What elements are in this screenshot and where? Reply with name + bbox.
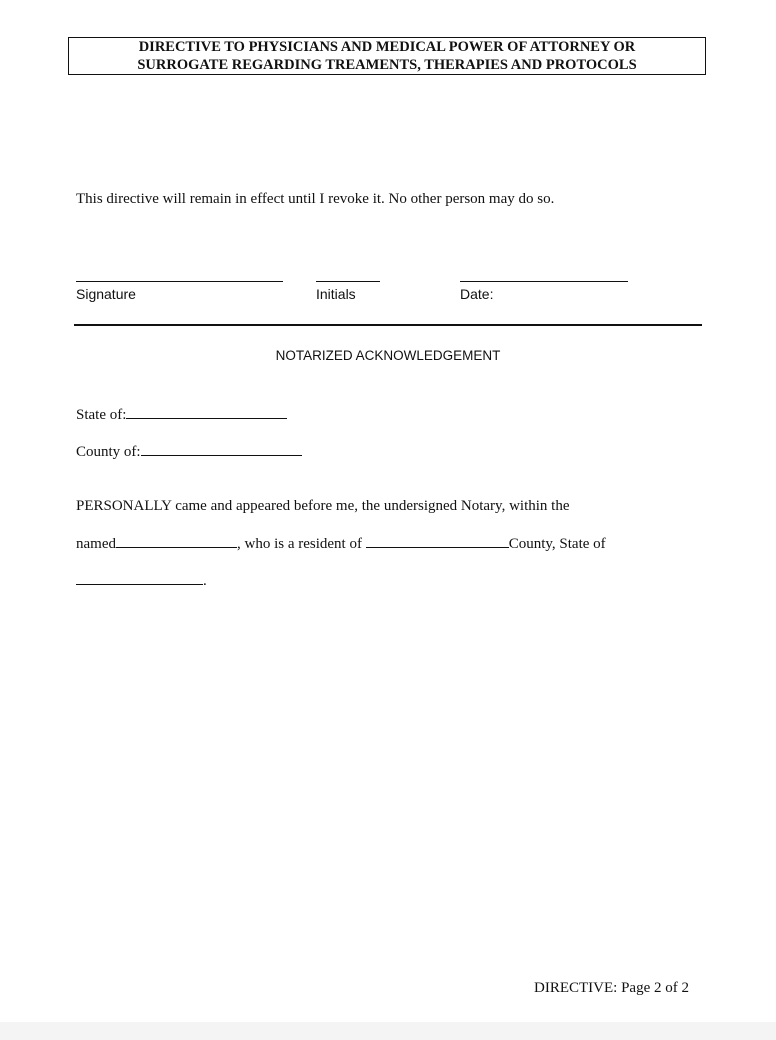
state-blank[interactable] xyxy=(126,406,287,419)
document-title-box xyxy=(68,37,706,75)
signature-label: Signature xyxy=(76,286,136,302)
date-line[interactable] xyxy=(460,281,628,282)
county-blank[interactable] xyxy=(141,443,302,456)
county-state-text: County, State of xyxy=(508,536,606,552)
initials-line[interactable] xyxy=(316,281,380,282)
page-footer: DIRECTIVE: Page 2 of 2 xyxy=(534,980,689,996)
end-period: . xyxy=(203,573,207,589)
title-line-1: DIRECTIVE TO PHYSICIANS AND MEDICAL POWER OF ATTORNEY OR xyxy=(138,39,636,55)
state-of-row xyxy=(76,406,287,424)
title-line-2: SURROGATE REGARDING TREAMENTS, THERAPIES AND PROTOCOLS xyxy=(137,57,637,73)
date-label: Date: xyxy=(460,286,494,302)
section-divider xyxy=(74,324,702,326)
notary-paragraph-line-2 xyxy=(76,535,606,553)
notary-paragraph-line-3 xyxy=(76,572,207,590)
state-label: State of: xyxy=(76,407,127,423)
notary-heading: NOTARIZED ACKNOWLEDGEMENT xyxy=(275,348,501,363)
notary-paragraph-line-1: PERSONALLY came and appeared before me, the undersigned Notary, within the xyxy=(76,498,570,514)
resident-county-blank[interactable] xyxy=(366,535,509,548)
county-label: County of: xyxy=(76,444,141,460)
viewer-bottom-strip xyxy=(0,1022,776,1040)
resident-text: , who is a resident of xyxy=(236,536,362,552)
state-of-residence-blank[interactable] xyxy=(76,572,203,585)
revocation-statement: This directive will remain in effect until I revoke it. No other person may do so. xyxy=(76,191,555,207)
initials-label: Initials xyxy=(316,286,356,302)
signature-line[interactable] xyxy=(76,281,283,282)
named-label: named xyxy=(76,536,116,552)
county-of-row xyxy=(76,443,302,461)
named-blank[interactable] xyxy=(116,535,237,548)
